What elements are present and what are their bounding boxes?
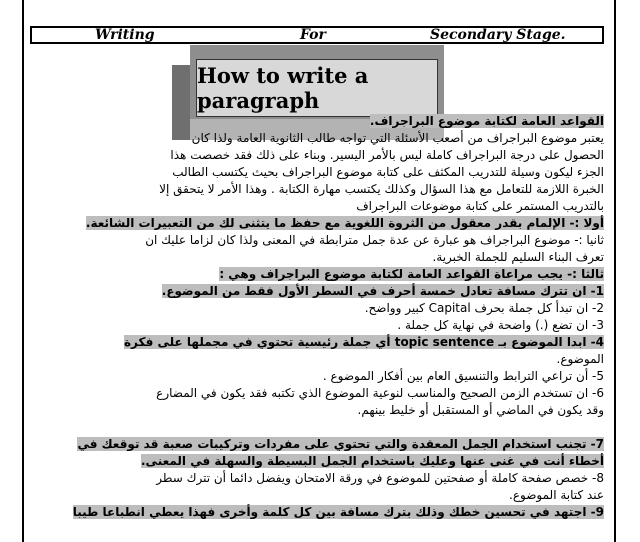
rule-1-line [34, 283, 604, 300]
rule-1: 1- ان تترك مسافة تعادل خمسة أحرف في السطر الأول فقط من الموضوع. [161, 284, 604, 298]
intro-line-1: يعتبر موضوع البراجراف من أصعب الأسئلة التي تواجه طالب الثانوية العامة ولذا كان [191, 131, 604, 145]
rule-9: 9- اجتهد في تحسين خطك وذلك بترك مسافة بين كل كلمة وأخرى فهذا يعطي انطباعا طيبا [72, 505, 604, 519]
rule-6: 6- ان تستخدم الزمن الصحيح والمناسب لنوعية الموضوع الذي تكتبه فقد يكون في المضارع [156, 386, 604, 400]
rules-title: القواعد العامة لكتابة موضوع البراجراف. [369, 114, 604, 128]
intro-line-5: بالتدريب المستمر على كتابة موضوعات البراجراف [356, 199, 604, 213]
rule-4-cont: الموضوع. [556, 352, 604, 366]
document-body [34, 113, 604, 521]
page-title: How to write a paragraph [196, 59, 438, 117]
rule-7-line [34, 436, 604, 453]
second-point-1: ثانيا :- موضوع البراجراف هو عبارة عن عدة جمل مترابطة في المعنى ولذا كان لزاما عليك ان [145, 233, 604, 247]
second-point-2: تعرف البناء السليم للجملة الخبرية. [432, 250, 604, 264]
header-secondary-stage: Secondary Stage. [430, 27, 566, 43]
rule-8: 8- خصص صفحة كاملة أو صفحتين للموضوع في ورقة الامتحان ويفضل دائما أن تترك سطر [156, 471, 604, 485]
intro-line-2: الحصول على درجة البراجراف كاملة ليس بالأمر اليسير. وبناء على ذلك فقد خصصت هذا [170, 148, 604, 162]
header-for: For [300, 27, 326, 43]
rule-4-line [34, 334, 604, 351]
rule-5: 5- أن تراعي الترابط والتنسيق العام بين أفكار الموضوع . [322, 369, 604, 383]
rule-7-cont-line [34, 453, 604, 470]
rule-3: 3- ان تضع (.) واضحة في نهاية كل جملة . [397, 318, 604, 332]
rule-8-cont: عند كتابة الموضوع. [509, 488, 604, 502]
header-writing: Writing [95, 27, 155, 43]
third-point-line [34, 266, 604, 283]
third-point: ثالثا :- يجب مراعاة القواعد العامة لكتابة موضوع البراجراف وهي : [219, 267, 604, 281]
rule-2: 2- ان تبدأ كل جملة بحرف Capital كبير وواضح. [364, 301, 604, 315]
spacer-line [34, 419, 604, 436]
rules-title-line [34, 113, 604, 130]
intro-line-3: الجزء ليكون وسيلة للتدريب المكثف على كتابة موضوع البراجراف بحيث يكتسب الطالب [172, 165, 604, 179]
rule-6-cont: وقد يكون في الماضي أو المستقبل أو خليط بينهم. [357, 403, 604, 417]
rule-7: 7- تجنب استخدام الجمل المعقدة والتي تحتوي على مفردات وتركيبات صعبة قد توقعك في [77, 437, 604, 451]
first-point: أولا :- الإلمام بقدر معقول من الثروة اللغوية مع حفظ ما يتثنى لك من التعبيرات الشائعة. [85, 216, 604, 230]
rule-7-cont: أخطاء أنت في غنى عنها وعليك باستخدام الجمل البسيطة والسهلة في المعنى. [141, 454, 604, 468]
rule-9-line [34, 504, 604, 521]
intro-line-4: الخبرة اللازمة للتعامل مع هذا السؤال وكذلك يكتسب مهارة الكتابة . وهذا الأمر لا يتحقق إلا [159, 182, 604, 196]
first-point-line [34, 215, 604, 232]
rule-4: 4- ابدا الموضوع بـ topic sentence أي جملة رئيسية تحتوي في مجملها على فكرة [123, 335, 604, 349]
